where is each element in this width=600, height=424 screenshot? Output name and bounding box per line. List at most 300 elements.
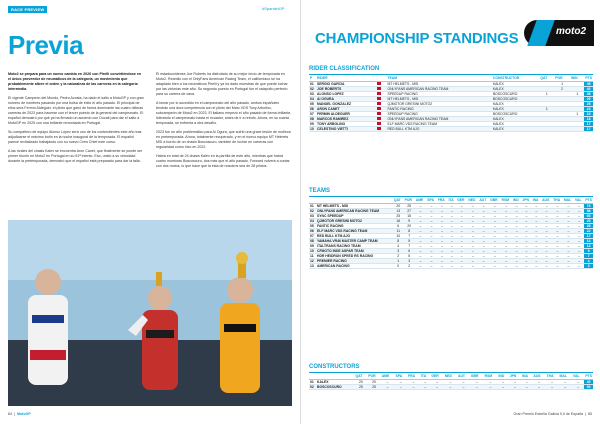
round-result: – <box>574 248 584 253</box>
round-result: – <box>420 384 430 389</box>
round-result: – <box>447 238 456 243</box>
points: 24 <box>584 106 593 111</box>
round-result: – <box>489 263 500 268</box>
round-result: – <box>426 248 436 253</box>
round-result: – <box>541 248 552 253</box>
round-result: – <box>478 223 489 228</box>
constructor-name: KALEX <box>316 379 354 384</box>
round-result: – <box>532 233 541 238</box>
round-result: – <box>430 379 443 384</box>
round-result: – <box>407 384 420 389</box>
round-result: – <box>437 208 448 213</box>
round-result: – <box>478 233 489 238</box>
position: 07 <box>309 111 316 116</box>
rider-name: CELESTINO VIETTI <box>316 126 376 131</box>
team-row <box>309 263 593 268</box>
team-name: SYNC SPEEDUP <box>316 213 393 218</box>
round-result: – <box>532 203 541 208</box>
round-result: – <box>532 379 545 384</box>
round-result: 11 <box>393 228 404 233</box>
col-header: AME <box>381 374 395 379</box>
round-result: – <box>501 223 512 228</box>
rider-name: FERMIN ALDEGUER <box>316 111 376 116</box>
round-result: – <box>467 213 478 218</box>
round-result: – <box>456 253 467 258</box>
right-page <box>300 0 600 424</box>
round-result: – <box>381 379 395 384</box>
round-result: – <box>467 238 478 243</box>
round-result: – <box>532 213 541 218</box>
round-result: – <box>467 263 478 268</box>
position: 09 <box>309 243 316 248</box>
points: 40 <box>584 86 593 91</box>
round-result: 2 <box>393 253 404 258</box>
round-result: – <box>512 233 521 238</box>
paragraph: Su compañero de equipo Alonso López será uno de los contendientes este año tras adjudicarse el máximo botín en la noche inaugural de la temporada. El español parece revitalizado trabajando con su nuevo Crew Chief este curso. <box>8 130 142 144</box>
round-result: – <box>521 384 532 389</box>
round-result: – <box>563 233 574 238</box>
round-result: – <box>489 248 500 253</box>
paragraph: A las rivales del chasis Kalex se encuentra Aron Canet, que finalmente se puede ser primer triunfo en Moto2 en Portugal en su 61ª intento. Eso, unido a su velocidad durante la pretemporada, demostró que el español está preparado para dar la talla. <box>8 149 143 163</box>
round-result: – <box>559 379 572 384</box>
round-result: – <box>489 258 500 263</box>
col-header: TEAM <box>386 76 491 81</box>
podium-photo <box>8 220 292 406</box>
rider-classification-heading: RIDER CLASSIFICATION <box>309 66 380 72</box>
col-header: FRA <box>437 198 448 203</box>
round-result: – <box>574 233 584 238</box>
points: 9 <box>584 248 593 253</box>
position: 07 <box>309 233 316 238</box>
points: 4 <box>584 258 593 263</box>
page-title: Previa <box>8 30 84 60</box>
round-result: – <box>563 223 574 228</box>
round-result: – <box>437 233 448 238</box>
team-name: QJMOTOR GRESINI MOTO2 <box>386 101 491 106</box>
round-result: – <box>552 253 563 258</box>
constructor-name: KALEX <box>492 106 539 111</box>
divider <box>309 196 593 197</box>
round-result: – <box>512 243 521 248</box>
round-result: – <box>415 248 426 253</box>
round-result: – <box>489 223 500 228</box>
round-result: – <box>552 238 563 243</box>
round-result: – <box>467 223 478 228</box>
position: 06 <box>309 106 316 111</box>
round-result: – <box>552 263 563 268</box>
round-result: – <box>447 253 456 258</box>
round-result: – <box>489 233 500 238</box>
col-header: GER <box>456 198 467 203</box>
round-result: – <box>426 243 436 248</box>
round-result: – <box>521 238 531 243</box>
round-result: – <box>437 263 448 268</box>
round-result: – <box>521 218 531 223</box>
round-result: – <box>478 243 489 248</box>
round-result: – <box>521 379 532 384</box>
rider-name: SERGIO GARCIA <box>316 81 376 86</box>
round-result: – <box>541 203 552 208</box>
round-result: – <box>426 238 436 243</box>
col-header: AUT <box>457 374 470 379</box>
position: 08 <box>309 116 316 121</box>
round-result: – <box>532 258 541 263</box>
round-result: – <box>563 263 574 268</box>
col-header: QAT <box>393 198 404 203</box>
constructor-name: KALEX <box>492 86 539 91</box>
round-result: – <box>456 248 467 253</box>
round-result: – <box>456 233 467 238</box>
position: 01 <box>309 379 316 384</box>
team-name: RED BULL KTM AJO <box>316 233 393 238</box>
round-result: – <box>467 243 478 248</box>
col-header: MAL <box>563 198 574 203</box>
round-result: – <box>489 243 500 248</box>
paragraph: El vigente Campeón del Mundo, Pedro Acosta, ha dado el salto a MotoGP y con gran número de nombres pasando por una bolsa de éxito el año pasado. El principal de ellos será Fermín Aldeguer, el piloto que ganó de forma dominante las cuatro últimas carreras de 2023 para hacerse con el tercer puesto de la general del campeonato. El español demostró por qué ya ha firmado un acuerdo con Ducati para dar el salto a MotoGP en 2025 con una brillante remontada en Portugal. <box>8 96 144 125</box>
round-result: – <box>415 228 426 233</box>
round-result: – <box>574 218 584 223</box>
round-result: – <box>541 243 552 248</box>
col-header: CONSTRUCTOR <box>492 76 539 81</box>
round-result: 25 <box>393 213 404 218</box>
round-result: – <box>552 228 563 233</box>
round-result: – <box>437 253 448 258</box>
round-result: – <box>489 218 500 223</box>
event-name: Gran Premio Estrella Galicia 0,0 de España <box>513 412 584 416</box>
round-result: – <box>426 203 436 208</box>
col-header: RSM <box>501 198 512 203</box>
col-header: QAT <box>539 76 554 81</box>
round-result: – <box>521 263 531 268</box>
round-result: – <box>415 238 426 243</box>
flag-icon <box>376 126 386 131</box>
col-header: GER <box>430 374 443 379</box>
round-result: – <box>532 223 541 228</box>
col-header: WIN <box>570 76 584 81</box>
points: 17 <box>584 126 593 131</box>
constructor-name: BOSCOSCURO <box>492 111 539 116</box>
round-result: – <box>541 213 552 218</box>
round-result: – <box>521 213 531 218</box>
round-result: 1 <box>393 258 404 263</box>
team-name: MT HELMETS - MSI <box>386 81 491 86</box>
position: 13 <box>309 263 316 268</box>
rider-row <box>309 126 593 131</box>
col-header: NED <box>444 374 457 379</box>
col-header: FRA <box>407 374 420 379</box>
constructor-name: KALEX <box>492 116 539 121</box>
round-result: – <box>541 228 552 233</box>
round-result: – <box>456 223 467 228</box>
round-result: – <box>447 243 456 248</box>
round-result: – <box>478 218 489 223</box>
col-header: AUS <box>541 198 552 203</box>
round-result: – <box>501 218 512 223</box>
col-header: PTS <box>585 374 592 379</box>
lead-paragraph: Moto2 se prepara para un nuevo cambio en 2026 con Pirelli convirtiéndose en el único proveedor de neumáticos de la categoría, un movimiento que probablemente altere el orden y la naturaleza de las carreras en la categoría intermedia. <box>8 72 142 91</box>
round-result: – <box>456 228 467 233</box>
round-result: – <box>574 208 584 213</box>
round-result: – <box>563 238 574 243</box>
round-result: 0 <box>393 263 404 268</box>
constructor-name: KALEX <box>492 81 539 86</box>
round-result: 20 <box>354 379 367 384</box>
team-name: ELF MARC VDS RACING TEAM <box>316 228 393 233</box>
round-result: – <box>532 208 541 213</box>
round-result: – <box>512 258 521 263</box>
points: 17 <box>584 233 593 238</box>
round-result: – <box>426 218 436 223</box>
round-result: 2 <box>404 263 415 268</box>
round-result: – <box>512 208 521 213</box>
round-result: – <box>559 384 572 389</box>
team-name: SPEEDUP RACING <box>386 111 491 116</box>
round-result: – <box>478 208 489 213</box>
round-result: – <box>521 223 531 228</box>
col-header: P <box>309 76 316 81</box>
points: 45 <box>584 81 593 86</box>
round-result: 20 <box>404 223 415 228</box>
round-result: – <box>467 228 478 233</box>
round-result: – <box>489 213 500 218</box>
round-result: – <box>574 263 584 268</box>
round-result: – <box>521 243 531 248</box>
col-header: INA <box>532 198 541 203</box>
round-result: – <box>484 379 498 384</box>
round-result: – <box>470 379 484 384</box>
round-result: – <box>447 223 456 228</box>
points: 26 <box>584 223 593 228</box>
round-result: – <box>437 218 448 223</box>
points: 25 <box>584 218 593 223</box>
divider <box>309 74 593 75</box>
paragraph: El estadounidense Joe Roberts ha disfrutado de su mejor inicio de temporada en Moto2. Reamilo con el OnlyFans American Racing Team, el californiano se ha adaptado bien a los neumáticos Pirelli y ya ha dado muestras de que puede luchar por las victorias este año. Su segundo puesto en Portugal fue el catapulto perfecto para su carrera de casa. <box>156 72 288 96</box>
round-result: – <box>478 258 489 263</box>
round-result: – <box>512 253 521 258</box>
round-result <box>554 126 570 131</box>
round-result: – <box>489 203 500 208</box>
article-column-1 <box>8 72 144 168</box>
wins: 1 <box>570 91 584 96</box>
round-result: – <box>437 258 448 263</box>
round-result: 25 <box>354 384 367 389</box>
round-result <box>539 126 554 131</box>
round-result: – <box>501 238 512 243</box>
col-header: ITA <box>447 198 456 203</box>
round-result: 8 <box>404 228 415 233</box>
round-result: – <box>532 238 541 243</box>
footer-left: 84 | MotoGP <box>8 412 31 416</box>
col-header: RSM <box>484 374 498 379</box>
constructors-heading: CONSTRUCTORS <box>309 364 360 370</box>
round-result: – <box>394 384 407 389</box>
round-result: – <box>574 253 584 258</box>
round-result: – <box>521 258 531 263</box>
teams-heading: TEAMS <box>309 188 330 194</box>
position: 10 <box>309 126 316 131</box>
round-result: – <box>552 208 563 213</box>
points: 12 <box>584 243 593 248</box>
round-result: – <box>501 248 512 253</box>
hashtag: #SpanishGP <box>262 6 285 11</box>
points: 60 <box>584 213 593 218</box>
rider-name: AI OGURA <box>316 96 376 101</box>
team-name: CFMOTO INDE ASPAR TEAM <box>316 248 393 253</box>
divider <box>309 372 593 373</box>
col-header: VAL <box>572 374 584 379</box>
round-result: – <box>501 233 512 238</box>
col-header: AUS <box>532 374 545 379</box>
round-result: – <box>552 233 563 238</box>
round-result: 27 <box>404 208 415 213</box>
round-result: – <box>437 213 448 218</box>
round-result: – <box>447 203 456 208</box>
round-result: – <box>546 384 559 389</box>
rider-name: MANUEL GONZALEZ <box>316 101 376 106</box>
round-result: – <box>467 248 478 253</box>
round-result: 8 <box>393 238 404 243</box>
paragraph: 2023 fue un año problemático para Ai Ogura, que sufrió una grave lesión de muñeca en pretemporada. Ahora, totalmente recuperado, y en el nuevo equipo MT Helmets MSI a bordo de un chasis Boscoscuro, también de luchar en carreras con regularidad como hizo en 2022. <box>156 130 291 149</box>
round-result: – <box>501 263 512 268</box>
round-result: – <box>501 208 512 213</box>
round-result: – <box>456 218 467 223</box>
round-result: – <box>574 243 584 248</box>
round-result: – <box>447 233 456 238</box>
col-header: JPN <box>521 198 531 203</box>
col-header: VAL <box>574 198 584 203</box>
team-name: QJMOTOR GRESINI MOTO2 <box>316 218 393 223</box>
rider-standings-table <box>309 76 593 132</box>
round-result: – <box>532 248 541 253</box>
round-result: – <box>552 213 563 218</box>
round-result: – <box>574 203 584 208</box>
points: 24 <box>584 111 593 116</box>
round-result: – <box>546 379 559 384</box>
round-result: – <box>426 253 436 258</box>
round-result: – <box>478 238 489 243</box>
round-result: – <box>512 238 521 243</box>
round-result: 1 <box>554 81 570 86</box>
round-result: – <box>456 263 467 268</box>
round-result: 10 <box>393 233 404 238</box>
round-result: – <box>521 253 531 258</box>
position: 08 <box>309 238 316 243</box>
round-result: – <box>512 218 521 223</box>
col-header: THA <box>552 198 563 203</box>
round-result: – <box>478 203 489 208</box>
wins: 1 <box>570 111 584 116</box>
round-result: – <box>574 228 584 233</box>
points: 40 <box>584 379 593 384</box>
position: 09 <box>309 121 316 126</box>
team-standings-table <box>309 198 593 269</box>
round-result: – <box>415 253 426 258</box>
points: 74 <box>584 203 593 208</box>
team-name: ONLYFANS AMERICAN RACING TEAM <box>386 116 491 121</box>
round-result: – <box>532 384 545 389</box>
round-result: – <box>407 379 420 384</box>
round-result: – <box>509 384 521 389</box>
round-result: – <box>456 213 467 218</box>
round-result: – <box>563 208 574 213</box>
round-result: – <box>426 258 436 263</box>
round-result: – <box>501 213 512 218</box>
col-header: POR <box>367 374 380 379</box>
rider-name: MARCOS RAMIREZ <box>316 116 376 121</box>
section-tag: RACE PREVIEW <box>8 6 47 13</box>
col-header: RIDER <box>316 76 376 81</box>
round-result: – <box>563 248 574 253</box>
constructor-name: KALEX <box>492 101 539 106</box>
round-result: 7 <box>404 243 415 248</box>
round-result: 20 <box>393 203 404 208</box>
round-result: – <box>552 248 563 253</box>
round-result: – <box>415 258 426 263</box>
team-name: MT HELMETS - MSI <box>316 203 393 208</box>
round-result: – <box>563 213 574 218</box>
round-result: – <box>394 379 407 384</box>
col-header: GBR <box>489 198 500 203</box>
round-result: – <box>415 223 426 228</box>
round-result: – <box>456 238 467 243</box>
position: 03 <box>309 213 316 218</box>
col-header: MAL <box>559 374 572 379</box>
round-result: – <box>426 263 436 268</box>
round-result: 2 <box>554 86 570 91</box>
team-name: ONLYFANS AMERICAN RACING TEAM <box>386 86 491 91</box>
round-result: – <box>501 228 512 233</box>
logo-text: moto2 <box>556 26 586 37</box>
round-result: – <box>456 258 467 263</box>
points: 17 <box>584 121 593 126</box>
round-result: – <box>532 218 541 223</box>
round-result: – <box>512 223 521 228</box>
round-result: – <box>541 238 552 243</box>
round-result: – <box>415 203 426 208</box>
round-result: – <box>563 243 574 248</box>
round-result: – <box>574 238 584 243</box>
round-result: – <box>456 208 467 213</box>
paragraph: Habrá en total de 24 chasis Kalex en la parrilla de este año, mientras que habrá cuatro monturas Boscoscuro, dos más que el año pasado. Forward volverá a contar con dos motos, lo que hace que la ésta de nosotros sea de 28 pilotos. <box>156 154 290 168</box>
round-result: – <box>552 218 563 223</box>
moto2-logo <box>524 20 594 46</box>
round-result: – <box>552 203 563 208</box>
round-result: – <box>415 243 426 248</box>
position: 04 <box>309 218 316 223</box>
round-result: – <box>521 208 531 213</box>
position: 10 <box>309 248 316 253</box>
round-result: 16 <box>393 218 404 223</box>
team-name: MT HELMETS - MSI <box>386 96 491 101</box>
round-result: – <box>512 213 521 218</box>
col-header: AME <box>415 198 426 203</box>
round-result: – <box>512 203 521 208</box>
round-result: 6 <box>404 248 415 253</box>
round-result: – <box>444 384 457 389</box>
position: 01 <box>309 203 316 208</box>
page-number: 84 <box>8 412 12 416</box>
constructor-standings-table <box>309 374 593 390</box>
round-result: – <box>541 208 552 213</box>
round-result: – <box>415 208 426 213</box>
position: 04 <box>309 96 316 101</box>
round-result: – <box>521 203 531 208</box>
round-result: 7 <box>404 233 415 238</box>
points: 36 <box>584 91 593 96</box>
round-result: – <box>437 243 448 248</box>
team-name: ELF MARC VDS RACING TEAM <box>386 121 491 126</box>
article-column-2 <box>156 72 292 173</box>
